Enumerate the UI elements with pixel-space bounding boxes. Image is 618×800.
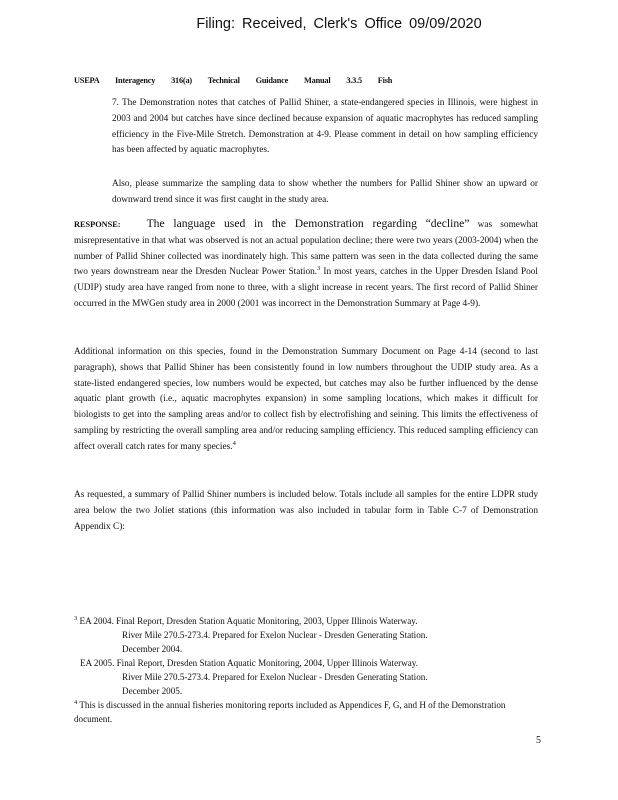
response-paragraph xyxy=(74,216,538,313)
footnote-3-line1: EA 2004. Final Report, Dresden Station Aquatic Monitoring, 2003, Upper Illinois Waterway. xyxy=(77,616,418,626)
footnote-3b xyxy=(80,656,544,699)
page-number: 5 xyxy=(536,735,541,746)
question-paragraph-2: Also, please summarize the sampling data to show whether the numbers for Pallid Shiner show an upward or downward trend since it was first caught in the study area. xyxy=(112,179,538,205)
footnote-3 xyxy=(74,614,544,657)
footnote-4-mark: 4 xyxy=(74,699,78,706)
additional-info-paragraph xyxy=(74,345,538,456)
footnote-3b-line1: EA 2005. Final Report, Dresden Station Aquatic Monitoring, 2004, Upper Illinois Waterway. xyxy=(80,658,418,668)
footnote-3-line3: December 2004. xyxy=(122,644,183,655)
response-text-a: was somewhat misrepresentative in that what was observed is not an actual population decline; there were two years (2003-2004) when the number of Pallid Shiner collected was inordinately high. This same pattern was seen in the data collected during the same two years downstream near the Dresden Nuclear Power Station. xyxy=(74,220,539,278)
footnote-3-mark: 3 xyxy=(74,615,78,622)
filing-stamp: Filing: Received, Clerk's Office 09/09/2020 xyxy=(196,16,482,32)
footnote-4-text: This is discussed in the annual fisheries monitoring reports included as Appendices F, G, and H of the Demonstration document. xyxy=(74,700,506,725)
footnote-3-line2: River Mile 270.5-273.4. Prepared for Exelon Nuclear - Dresden Generating Station. xyxy=(122,630,428,641)
response-label: RESPONSE: xyxy=(74,220,121,229)
additional-info-text: Additional information on this species, found in the Demonstration Summary Document on Page 4-14 (second to last paragraph), shows that Pallid Shiner has been consistently found in low numbers throughout the UDIP study area. As a state-listed endangered species, low numbers would be expected, but catches may also be further influenced by the dense aquatic plant growth (i.e., aquatic macrophytes expansion) in some sampling locations, which makes it difficult for biologists to get into the sampling areas and/or to collect fish by electrofishing and seining. This limits the effectiveness of sampling by restricting the overall sampling area and/or reducing sampling efficiency. This reduced sampling efficiency can affect overall catch rates for many species. xyxy=(74,347,538,452)
running-header: USEPA Interagency 316(a) Technical Guidance Manual 3.3.5 Fish xyxy=(74,76,393,85)
summary-paragraph: As requested, a summary of Pallid Shiner numbers is included below. Totals include all samples for the entire LDPR study area below the two Joliet stations (this information was also included in tabular form in Table C-7 of Demonstration Appendix C): xyxy=(74,490,538,532)
footnote-3b-line2: River Mile 270.5-273.4. Prepared for Exelon Nuclear - Dresden Generating Station. xyxy=(122,672,428,683)
footnote-ref-3: 3 xyxy=(317,265,321,273)
footnote-3b-line3: December 2005. xyxy=(122,686,183,697)
footnote-4 xyxy=(74,698,538,726)
response-text-b: In most years, catches in the Upper Dresden Island Pool (UDIP) study area have ranged from none to three, with a slight increase in recent years. The first record of Pallid Shiner occurred in the MWGen study area in 2000 (2001 was incorrect in the Demonstration Summary at Page 4-9). xyxy=(74,267,538,309)
response-lead: The language used in the Demonstration regarding “decline” xyxy=(146,217,470,230)
question-paragraph-1: 7. The Demonstration notes that catches of Pallid Shiner, a state-endangered species in Illinois, were highest in 2003 and 2004 but catches have since declined because expansion of aquatic macrophytes has reduced sampling efficiency in the Five-Mile Stretch. Demonstration at 4-9. Please comment in detail on how sampling efficiency has been affected by aquatic macrophytes. xyxy=(112,98,538,156)
footnote-ref-4: 4 xyxy=(232,439,236,447)
